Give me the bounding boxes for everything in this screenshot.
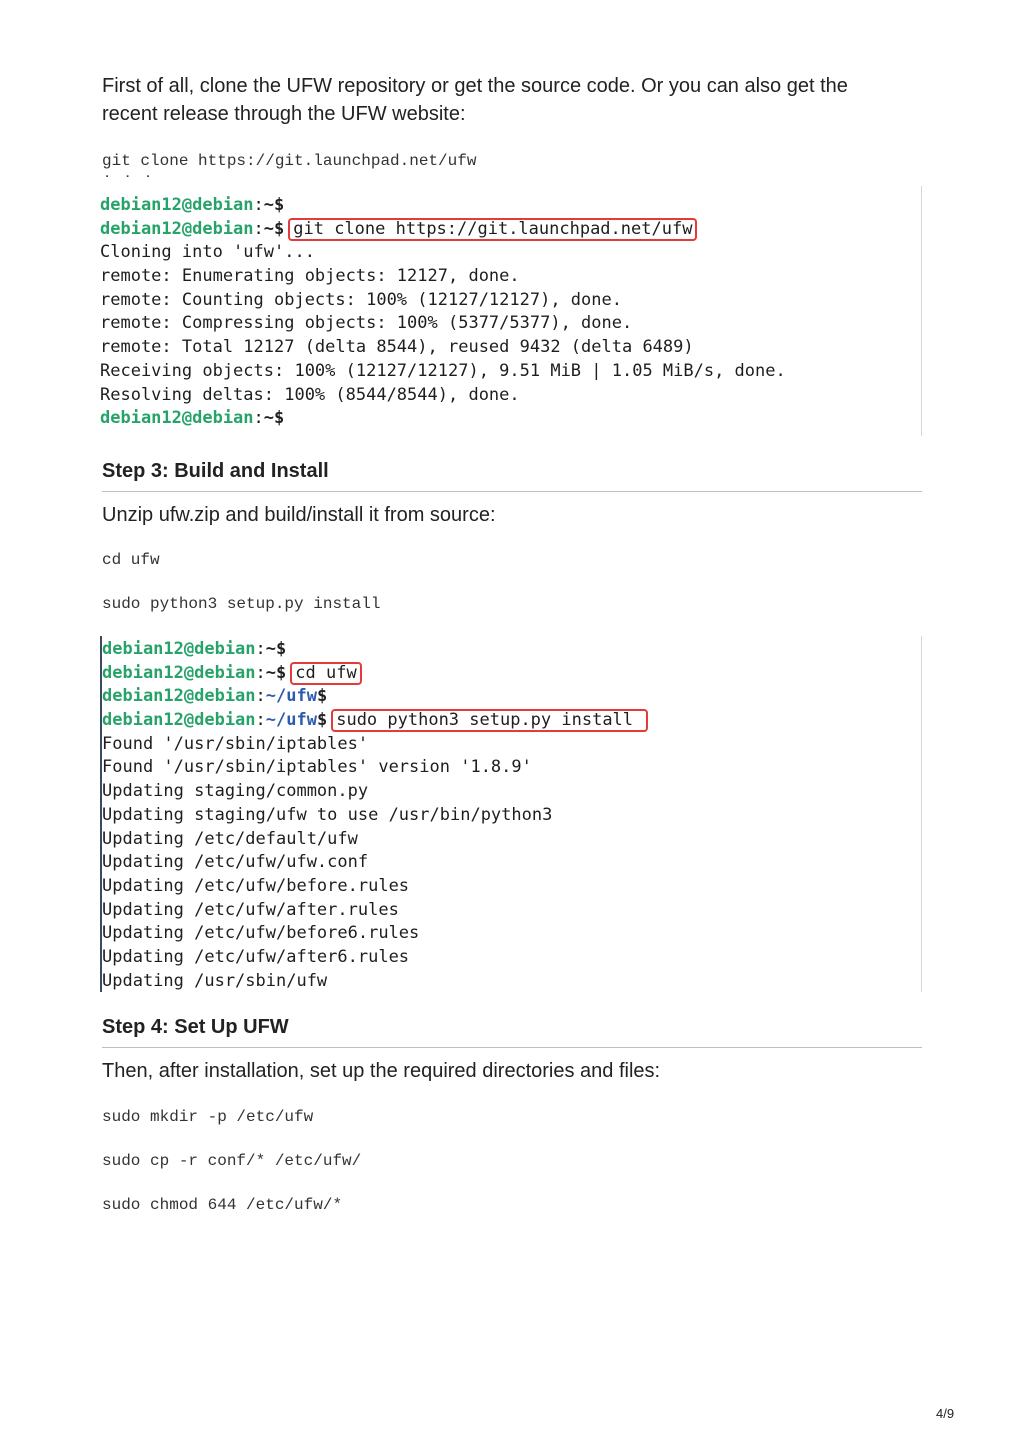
terminal-line [102, 638, 921, 662]
prompt-user: debian12@debian [102, 639, 256, 659]
terminal-output-line: Receiving objects: 100% (12127/12127), 9.51 MiB | 1.05 MiB/s, done. [100, 360, 786, 381]
terminal-output-line: Updating /etc/default/ufw [102, 828, 358, 849]
prompt-path: ~$ [265, 662, 287, 683]
highlighted-command: sudo python3 setup.py install [331, 709, 648, 732]
terminal-output-line: Updating staging/ufw to use /usr/bin/python3 [102, 804, 553, 825]
code-git-clone: git clone https://git.launchpad.net/ufw [102, 152, 477, 170]
terminal-line [102, 662, 921, 686]
step-3-paragraph: Unzip ufw.zip and build/install it from source: [102, 504, 496, 526]
prompt-user: debian12@debian [102, 662, 256, 683]
code-mkdir: sudo mkdir -p /etc/ufw [102, 1108, 314, 1126]
terminal-output-line: remote: Enumerating objects: 12127, done. [100, 266, 520, 287]
prompt-user: debian12@debian [100, 218, 254, 239]
code-chmod: sudo chmod 644 /etc/ufw/* [102, 1196, 343, 1214]
terminal-screenshot-clone [100, 173, 922, 436]
terminal-cut-line: ˙ ˙ ˙ [102, 173, 154, 193]
step-3-heading: Step 3: Build and Install [102, 459, 922, 492]
terminal-output-line: Updating staging/common.py [102, 781, 369, 802]
prompt-user: debian12@debian [102, 710, 256, 731]
terminal-output-line: Cloning into 'ufw'... [100, 242, 315, 263]
prompt-separator: : [253, 195, 264, 215]
prompt-user: debian12@debian [102, 686, 256, 707]
intro-paragraph: First of all, clone the UFW repository or get the source code. Or you can also get the recent release through the UFW website: [102, 75, 848, 125]
prompt-separator: : [255, 639, 266, 659]
code-cp-conf: sudo cp -r conf/* /etc/ufw/ [102, 1152, 362, 1170]
prompt-user: debian12@debian [100, 195, 254, 215]
highlighted-command: git clone https://git.launchpad.net/ufw [288, 218, 697, 241]
prompt-path: ~$ [263, 408, 285, 429]
code-cd-ufw: cd ufw [102, 551, 160, 569]
prompt-separator: : [255, 710, 266, 731]
prompt-separator: : [253, 218, 264, 239]
step-4-paragraph: Then, after installation, set up the required directories and files: [102, 1060, 661, 1082]
terminal-output-line: remote: Counting objects: 100% (12127/12127), done. [100, 289, 622, 310]
highlighted-command: cd ufw [290, 662, 361, 685]
prompt-path: ~/ufw [265, 686, 317, 707]
terminal-output-line: Updating /usr/sbin/ufw [102, 970, 328, 991]
prompt-separator: : [253, 408, 264, 429]
prompt-path: ~$ [263, 218, 285, 239]
terminal-output-line: Updating /etc/ufw/after6.rules [102, 946, 410, 967]
prompt-separator: : [255, 686, 266, 707]
terminal-output-line: Updating /etc/ufw/before6.rules [102, 923, 420, 944]
terminal-output-line: Found '/usr/sbin/iptables' version '1.8.9' [102, 757, 532, 778]
step-4-heading: Step 4: Set Up UFW [102, 1015, 922, 1048]
page-number: 4/9 [936, 1406, 955, 1421]
terminal-line [102, 709, 921, 733]
prompt-dollar: $ [316, 686, 328, 707]
terminal-line [100, 218, 921, 242]
terminal-output-line: remote: Compressing objects: 100% (5377/5377), done. [100, 313, 633, 334]
prompt-dollar: $ [316, 710, 328, 731]
terminal-output-line: Resolving deltas: 100% (8544/8544), done. [100, 384, 520, 405]
terminal-line [100, 407, 921, 431]
prompt-separator: : [255, 662, 266, 683]
terminal-output-line: Updating /etc/ufw/ufw.conf [102, 852, 369, 873]
code-setup-install: sudo python3 setup.py install [102, 595, 381, 613]
prompt-path: ~/ufw [265, 710, 317, 731]
terminal-line [100, 194, 921, 218]
terminal-output-line: Found '/usr/sbin/iptables' [102, 733, 369, 754]
prompt-path: ~$ [263, 195, 285, 215]
terminal-output-line: remote: Total 12127 (delta 8544), reused 9432 (delta 6489) [100, 337, 694, 358]
terminal-line [102, 685, 921, 709]
terminal-output-line: Updating /etc/ufw/before.rules [102, 875, 410, 896]
prompt-user: debian12@debian [100, 408, 254, 429]
prompt-path: ~$ [265, 639, 287, 659]
terminal-output-line: Updating /etc/ufw/after.rules [102, 899, 399, 920]
terminal-screenshot-install [100, 636, 922, 992]
